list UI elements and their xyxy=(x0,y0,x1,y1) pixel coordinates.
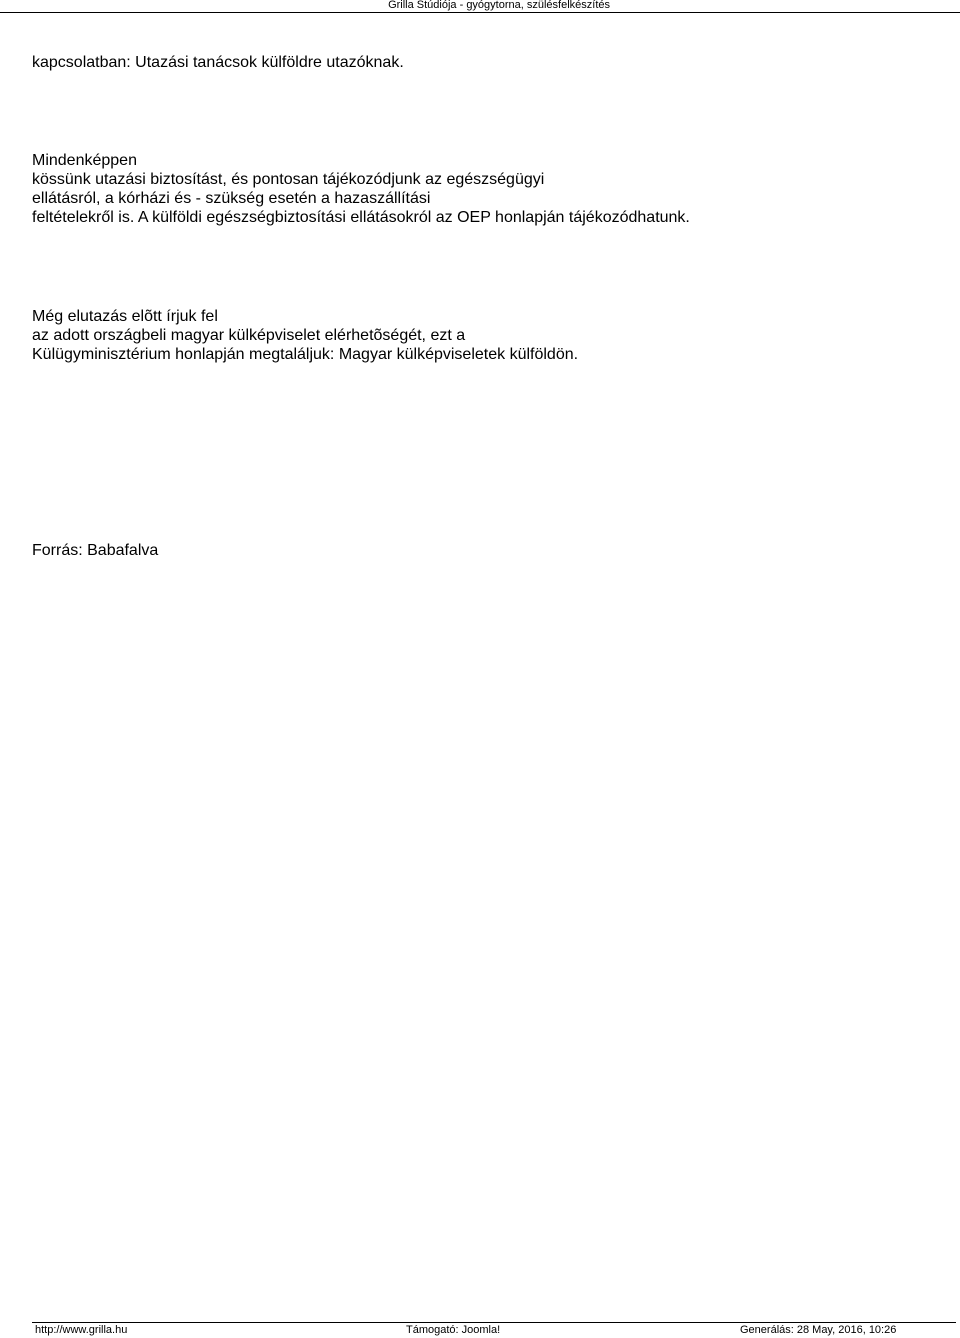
paragraph-insurance xyxy=(32,151,690,227)
footer-url: http://www.grilla.hu xyxy=(35,1324,128,1336)
page-footer xyxy=(0,1320,960,1338)
footer-generated-date: Generálás: 28 May, 2016, 10:26 xyxy=(740,1324,897,1336)
paragraph-line: ellátásról, a kórházi és - szükség esetén a hazaszállítási xyxy=(32,190,431,207)
paragraph-line: kapcsolatban: Utazási tanácsok külföldre utazóknak. xyxy=(32,54,404,71)
paragraph-embassy xyxy=(32,307,578,364)
paragraph-travel-tips xyxy=(32,53,404,72)
paragraph-line: az adott országbeli magyar külképviselet elérhetõségét, ezt a xyxy=(32,327,466,344)
footer-sponsor: Támogató: Joomla! xyxy=(406,1324,501,1336)
header-title: Grilla Stúdiója - gyógytorna, szülésfelkészítés xyxy=(388,0,610,11)
header-divider xyxy=(0,12,960,13)
paragraph-line: Mindenképpen xyxy=(32,152,137,169)
paragraph-line: kössünk utazási biztosítást, és pontosan tájékozódjunk az egészségügyi xyxy=(32,171,545,188)
paragraph-line: Külügyminisztérium honlapján megtaláljuk: Magyar külképviseletek külföldön. xyxy=(32,346,579,363)
page-header xyxy=(0,0,960,14)
source-credit: Forrás: Babafalva xyxy=(32,542,159,559)
paragraph-line: feltételekről is. A külföldi egészségbiztosítási ellátásokról az OEP honlapján tájékozódhatunk. xyxy=(32,209,690,226)
paragraph-source xyxy=(32,541,158,560)
footer-divider xyxy=(32,1322,956,1323)
paragraph-line: Még elutazás elõtt írjuk fel xyxy=(32,308,218,325)
